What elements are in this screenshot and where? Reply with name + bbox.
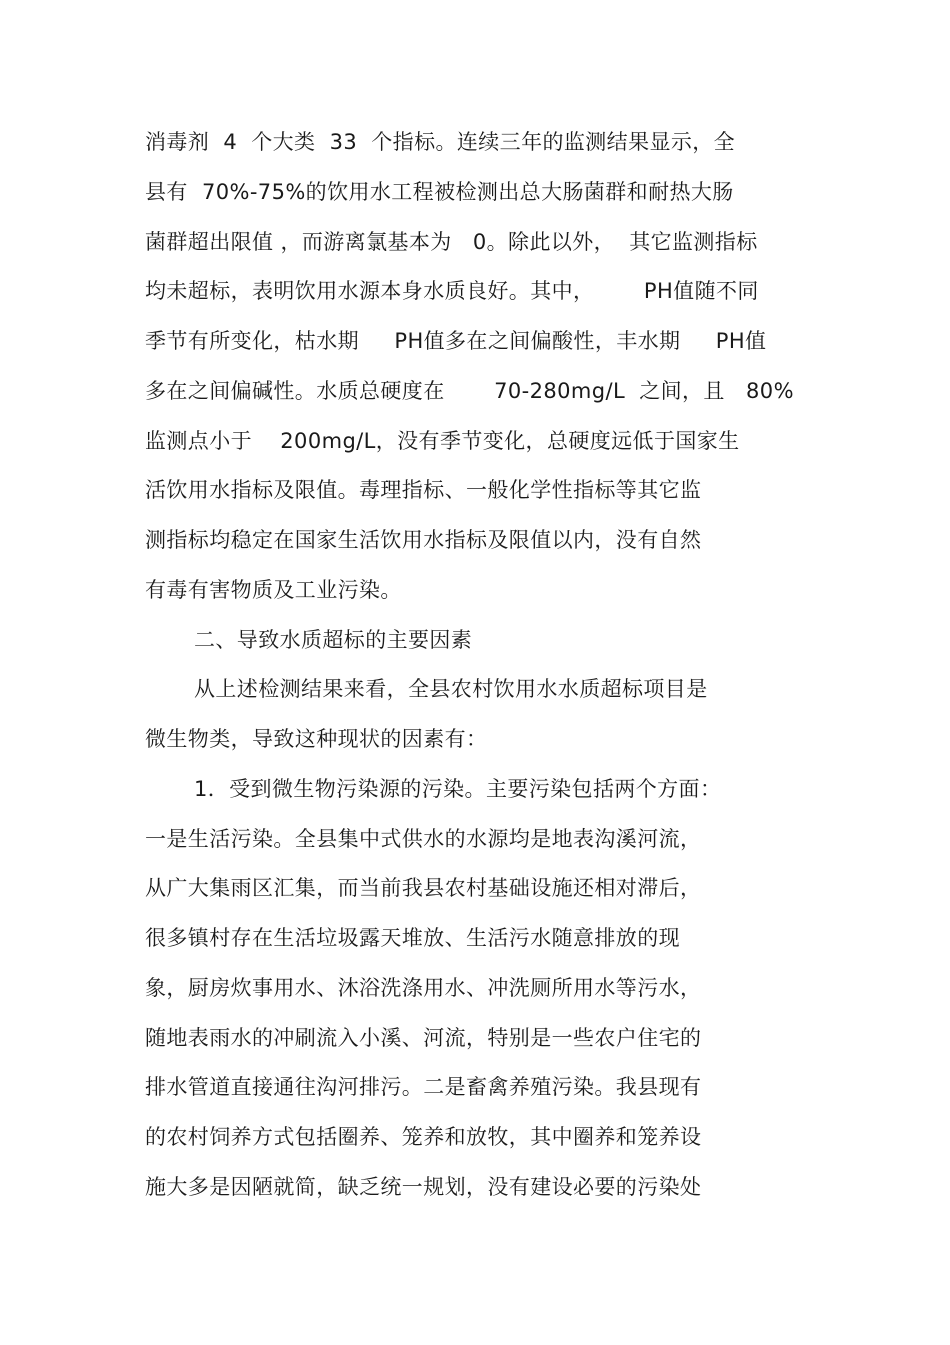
text-line: 很多镇村存在生活垃圾露天堆放、生活污水随意排放的现 (145, 926, 680, 950)
numbered-item: 1．受到微生物污染源的污染。主要污染包括两个方面： (194, 777, 722, 801)
text-line: 排水管道直接通往沟河排污。二是畜禽养殖污染。我县现有 (145, 1075, 702, 1099)
text-line: 多在之间偏碱性。水质总硬度在 70-280mg/L 之间，且 80% (145, 379, 794, 403)
text-line: 施大多是因陋就简，缺乏统一规划，没有建设必要的污染处 (145, 1175, 702, 1199)
text-line: 县有 70%-75%的饮用水工程被检测出总大肠菌群和耐热大肠 (145, 180, 734, 204)
text-line: 菌群超出限值 ，而游离氯基本为 0。除此以外， 其它监测指标 (145, 230, 758, 254)
text-line: 随地表雨水的冲刷流入小溪、河流，特别是一些农户住宅的 (145, 1026, 702, 1050)
text-line: 有毒有害物质及工业污染。 (145, 578, 402, 602)
section-heading: 二、导致水质超标的主要因素 (194, 628, 473, 652)
text-line: 季节有所变化，枯水期 PH值多在之间偏酸性，丰水期 PH值 (145, 329, 767, 353)
text-line: 象，厨房炊事用水、沐浴洗涤用水、冲洗厕所用水等污水， (145, 976, 702, 1000)
paragraph-first-line: 从上述检测结果来看，全县农村饮用水水质超标项目是 (194, 677, 708, 701)
text-line: 测指标均稳定在国家生活饮用水指标及限值以内，没有自然 (145, 528, 702, 552)
text-line: 的农村饲养方式包括圈养、笼养和放牧，其中圈养和笼养设 (145, 1125, 702, 1149)
text-line: 一是生活污染。全县集中式供水的水源均是地表沟溪河流， (145, 827, 702, 851)
text-line: 均未超标，表明饮用水源本身水质良好。其中， PH值随不同 (145, 279, 759, 303)
text-line: 活饮用水指标及限值。毒理指标、一般化学性指标等其它监 (145, 478, 702, 502)
text-line: 微生物类，导致这种现状的因素有： (145, 727, 488, 751)
text-line: 从广大集雨区汇集，而当前我县农村基础设施还相对滞后， (145, 876, 702, 900)
text-line: 监测点小于 200mg/L，没有季节变化，总硬度远低于国家生 (145, 429, 740, 453)
text-line: 消毒剂 4 个大类 33 个指标。连续三年的监测结果显示，全 (145, 130, 736, 154)
